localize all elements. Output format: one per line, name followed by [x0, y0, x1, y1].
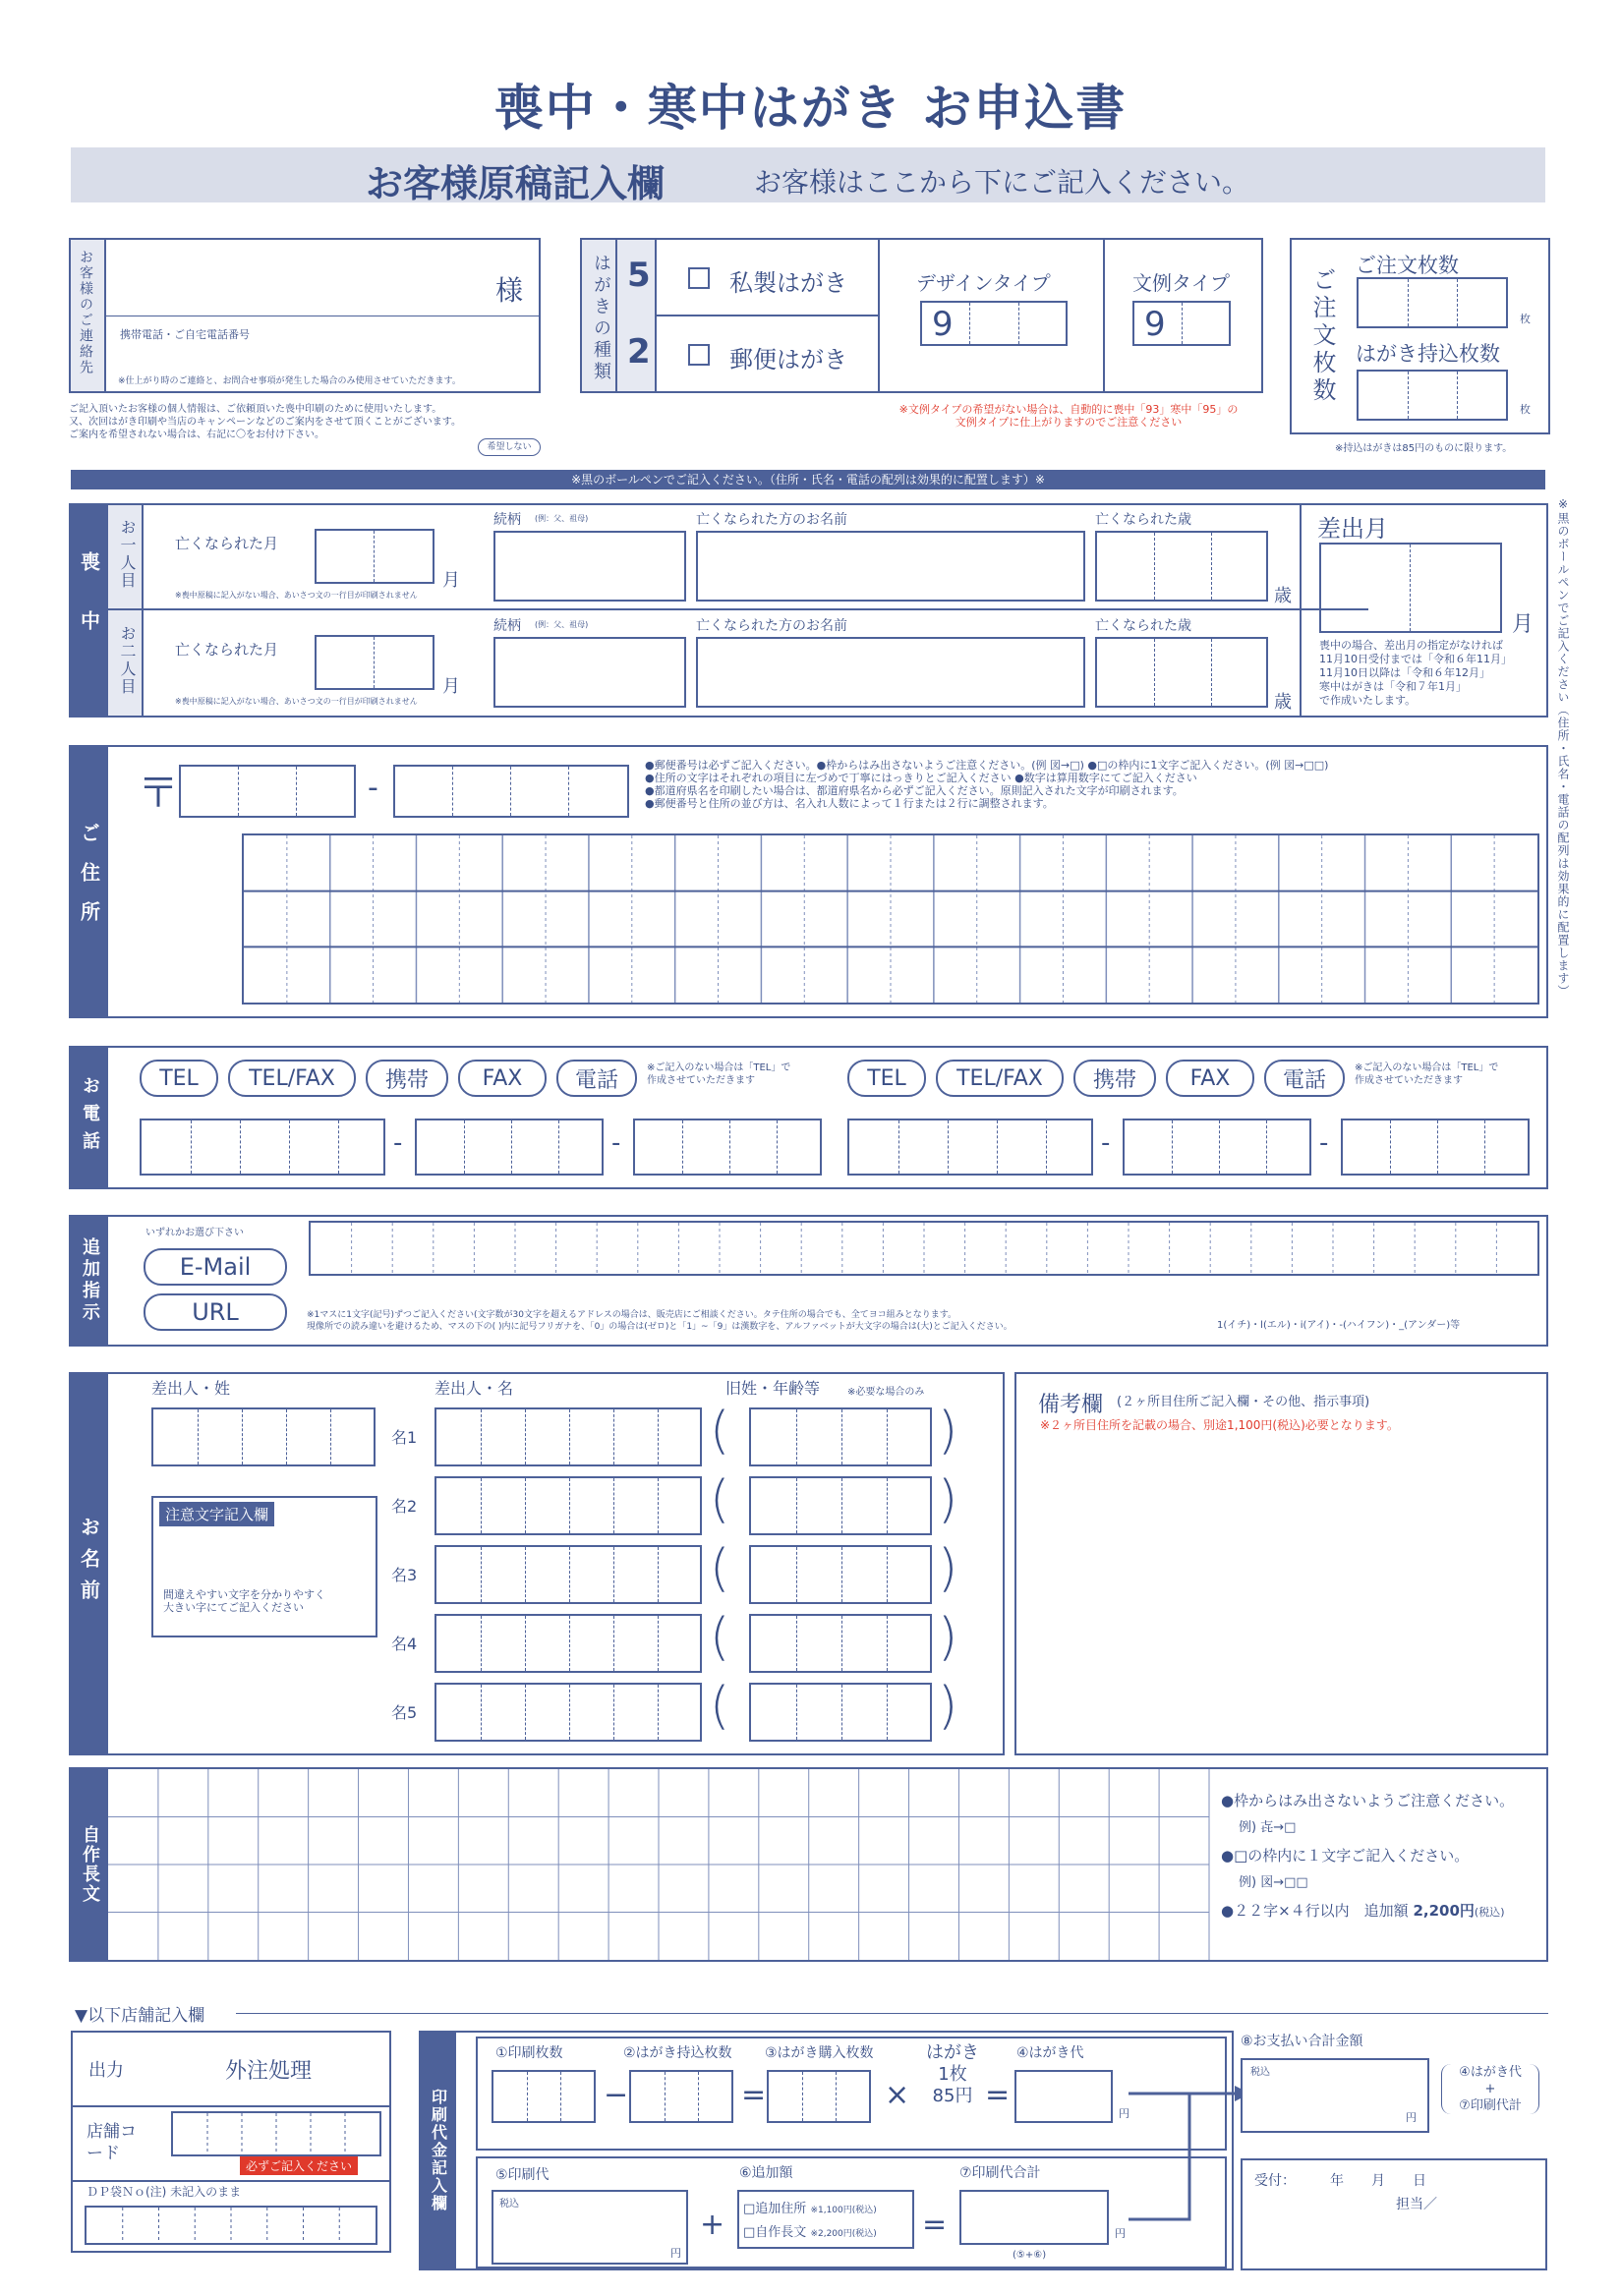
bring-label: はがき持込枚数	[1356, 342, 1500, 366]
month-input-2[interactable]	[315, 635, 434, 690]
month-note-1: ※喪中原稿に記入がない場合、あいさつ文の一行目が印刷されません	[175, 591, 418, 600]
postal-second[interactable]	[393, 765, 629, 818]
payment-formula: ④はがき代 + ⑦印刷代計	[1441, 2064, 1539, 2114]
phone-part1-2[interactable]	[847, 1119, 1093, 1176]
age-label-2: 亡くなられた歳	[1095, 618, 1191, 634]
hagaki-cost-input[interactable]	[1014, 2070, 1113, 2123]
paren-close-4: )	[938, 1608, 958, 1667]
phone-type-1-2[interactable]: TEL	[847, 1060, 926, 1097]
address-box: ご住所 〒 - ●郵便番号は必ずご記入ください。●枠からはみ出さないようご注意ください。(例 図→□) ●□の枠内に1文字ご記入ください。(例 図→□□) ●住所の文字はそれぞれの項目に左づめで丁寧にはっきりとご記入ください ●数字は算用数字にてご記入ください ●都道府県名を印刷したい場合は、都道府県名から必ずご記入ください。原則記入された文字が印刷されます。 ●郵便番号と住所の並び方は、名入れ人数によって１行または２行に調整されます。	[69, 745, 1548, 1018]
address-grid[interactable]	[242, 833, 1539, 1004]
phone-note-2: ※ご記入のない場合は「TEL」で 作成させていただきます	[1355, 1062, 1499, 1086]
caution-title: 注意文字記入欄	[159, 1502, 274, 1526]
name-row-label-2: 名2	[391, 1497, 418, 1516]
names-label: お名前	[71, 1374, 108, 1753]
phone-type-2-2[interactable]: TEL/FAX	[936, 1060, 1064, 1097]
print-count-input[interactable]	[492, 2070, 596, 2123]
age-label-1: 亡くなられた歳	[1095, 512, 1191, 528]
tsuki-1: 月	[442, 570, 460, 591]
hagaki-type-label: はがきの種類	[591, 254, 611, 383]
phone-type-3-2[interactable]: 携帯	[1073, 1060, 1156, 1097]
deceased-name-input-1[interactable]	[696, 531, 1085, 602]
row1-label: お一人目	[118, 519, 137, 590]
caution-note: 間違えやすい文字を分かりやすく 大きい字にてご記入ください	[163, 1588, 325, 1614]
output-box	[71, 2031, 391, 2253]
phone-type-5-2[interactable]: 電話	[1264, 1060, 1345, 1097]
jisaku-note-1: ●枠からはみ出さないようご注意ください。	[1221, 1792, 1515, 1809]
banner-sub: お客様はここから下にご記入ください。	[754, 166, 1250, 199]
name-input-1[interactable]	[434, 1407, 702, 1466]
kyusei-label: 旧姓・年齢等	[725, 1379, 821, 1398]
sashide-input[interactable]	[1319, 543, 1502, 633]
jisaku-check[interactable]: □自作長文	[743, 2225, 807, 2240]
shop-required: 必ずご記入ください	[240, 2156, 358, 2175]
phone-type-1-1[interactable]: TEL	[140, 1060, 218, 1097]
name-input-2[interactable]	[434, 1476, 702, 1535]
print-total-input[interactable]	[959, 2190, 1109, 2245]
phone-label: 携帯電話・ご自宅電話番号	[120, 328, 250, 341]
dp-label: ＤＰ袋Ｎｏ(注) 未記入のまま	[87, 2185, 242, 2199]
paren-open-2: (	[710, 1470, 730, 1529]
sei-input[interactable]	[151, 1407, 376, 1466]
biko-label: 備考欄	[1038, 1393, 1104, 1417]
address-note-4: ●郵便番号と住所の並び方は、名入れ人数によって１行または２行に調整されます。	[645, 797, 1054, 810]
name-input-5[interactable]	[434, 1683, 702, 1742]
banner	[71, 147, 1545, 205]
email-grid[interactable]	[309, 1221, 1539, 1276]
address-note-1: ●郵便番号は必ずご記入ください。●枠からはみ出さないようご注意ください。(例 図→□) ●□の枠内に1文字ご記入ください。(例 図→□□)	[645, 759, 1329, 772]
shop-label: 店舗コード	[87, 2122, 137, 2163]
design-label: デザインタイプ	[916, 271, 1051, 295]
phone-type-4-2[interactable]: FAX	[1166, 1060, 1254, 1097]
name-row-label-1: 名1	[391, 1428, 418, 1447]
tsuki-2: 月	[442, 676, 460, 697]
names-box	[69, 1372, 1005, 1755]
order-label: ご注文枚数	[1308, 267, 1336, 405]
contact-box	[69, 238, 541, 393]
contact-note: ※仕上がり時のご連絡と、お問合せ事項が発生した場合のみ使用させていただきます。	[118, 376, 461, 386]
caution-box[interactable]	[151, 1496, 377, 1637]
biko-note: ※２ヶ所目住所を記載の場合、別途1,100円(税込)必要となります。	[1040, 1418, 1399, 1432]
paren-open-4: (	[710, 1608, 730, 1667]
age-input-1[interactable]	[1095, 531, 1268, 602]
contact-name-field[interactable]	[106, 240, 539, 316]
reception-box[interactable]: 受付： 年 月 日 担当／	[1241, 2158, 1547, 2270]
kyusei-input-2[interactable]	[749, 1476, 932, 1535]
extra-box	[69, 1215, 1548, 1347]
side-note: ※黒のボールペンでご記入ください（住所・氏名・電話の配列は効果的に配置します）	[1556, 497, 1570, 998]
jisaku-note-2: ●□の枠内に１文字ご記入ください。	[1221, 1847, 1470, 1865]
zokugara-label-2: 続柄	[493, 618, 521, 634]
sashide-note: 喪中の場合、差出月の指定がなければ 11月10日受付までは「令和６年11月」 11月10日以降は「令和６年12月」 寒中はがきは「令和７年1月」 で作成いたします。	[1319, 639, 1512, 707]
phone-part3-2[interactable]	[1341, 1119, 1530, 1176]
extra-fee-box[interactable]: □追加住所 ※1,100円(税込) □自作長文 ※2,200円(税込)	[737, 2190, 914, 2249]
row2-label: お二人目	[118, 625, 137, 696]
kyusei-input-4[interactable]	[749, 1614, 932, 1673]
phone-box: お電話 TEL TEL/FAX 携帯 FAX 電話 ※ご記入のない場合は「TEL」で 作成させていただきます - - TEL TEL/FAX 携帯 FAX 電話 ※ご記入のない場合は「TEL」で 作成させていただきます - -	[69, 1046, 1548, 1189]
mei-label: 差出人・名	[434, 1379, 514, 1398]
payment-input[interactable]: 税込 円	[1241, 2058, 1429, 2133]
yubin-checkbox[interactable]	[688, 344, 710, 366]
page-title: 喪中・寒中はがき お申込書	[493, 80, 1128, 137]
deceased-name-label-1: 亡くなられた方のお名前	[696, 512, 847, 528]
bunrei-label: 文例タイプ	[1132, 271, 1230, 295]
design-input[interactable]: 9	[920, 301, 1068, 346]
name-row-label-3: 名3	[391, 1566, 418, 1584]
postal-mark: 〒	[138, 769, 180, 817]
paren-open-3: (	[710, 1539, 730, 1598]
zokugara-input-2[interactable]	[493, 637, 686, 708]
month-label-1: 亡くなられた月	[175, 535, 279, 552]
deceased-name-label-2: 亡くなられた方のお名前	[696, 618, 847, 634]
opt2-label: 郵便はがき	[729, 346, 847, 373]
mochu-box: 喪中 お一人目 お二人目 差出月 月 喪中の場合、差出月の指定がなければ 11月10日受付までは「令和６年11月」 11月10日以降は「令和６年12月」 寒中はがきは「令和７年1月」 で作成いたします。 亡くなられた月 月 ※喪中原稿に記入がない場合、あいさつ文の一行目が印刷されません 続柄 (例：父、祖母) 亡くなられた方のお名前 亡くなられた歳 歳 亡くなられた月 月 ※喪中原稿に記入がない場合、あいさつ文の一行目が印刷されません 続柄 (例：父、祖母) 亡くなられた方のお名前 亡くなられた歳 歳	[69, 503, 1548, 718]
bunrei-input[interactable]: 9	[1132, 301, 1231, 346]
order-count-label: ご注文枚数	[1356, 254, 1459, 277]
pen-note-bar: ※黒のボールペンでご記入ください。（住所・氏名・電話の配列は効果的に配置します）※	[71, 470, 1545, 489]
jisaku-ex-2: 例) 図→□□	[1239, 1875, 1308, 1890]
name-row-label-5: 名5	[391, 1703, 418, 1722]
order-note: ※持込はがきは85円のものに限ります。	[1335, 443, 1513, 454]
address-note-3: ●都道府県名を印刷したい場合は、都道府県名から必ずご記入ください。原則記入された文字が印刷されます。	[645, 784, 1184, 797]
sei-label: 差出人・姓	[151, 1379, 231, 1398]
extra-addr-check[interactable]: □追加住所	[743, 2202, 807, 2216]
month-label-2: 亡くなられた月	[175, 641, 279, 659]
sai-2: 歳	[1274, 692, 1292, 713]
phone-note-1: ※ご記入のない場合は「TEL」で 作成させていただきます	[647, 1062, 791, 1086]
hagaki-type-box	[580, 238, 1263, 393]
month-input-1[interactable]	[315, 529, 434, 584]
jisaku-note-3: ●２２字×４行以内 追加額 2,200円(税込)	[1221, 1902, 1505, 1920]
zokugara-ex-2: (例：父、祖母)	[535, 620, 589, 629]
phone-part1-1[interactable]	[140, 1119, 385, 1176]
phone-part3-1[interactable]	[633, 1119, 822, 1176]
shop-code-input[interactable]	[171, 2111, 381, 2156]
extra-note: ※1マスに1文字(記号)ずつご記入ください(文字数が30文字を超えるアドレスの場合は、販売店にご相談ください。タテ住所の場合でも、全てヨコ組みとなります。 現像所での読み違いを避けるため、マスの下の( )内に記号フリガナを、「0」の場合は(ゼロ)と「1」~「9」は漢数字を、アルファベットが大文字の場合は(大)とご記入ください。	[307, 1310, 1013, 1332]
age-input-2[interactable]	[1095, 637, 1268, 708]
phone-type-3-1[interactable]: 携帯	[366, 1060, 448, 1097]
paren-open-5: (	[710, 1677, 730, 1736]
extra-example: 1(イチ)・l(エル)・i(アイ)・-(ハイフン)・_(アンダー)等	[1217, 1320, 1461, 1331]
buy-count-input[interactable]	[767, 2070, 871, 2123]
order-box: ご注文枚数 ご注文枚数 枚 はがき持込枚数 枚	[1290, 238, 1550, 434]
bring-count2-input[interactable]	[629, 2070, 733, 2123]
banner-main: お客様原稿記入欄	[366, 162, 666, 205]
name-input-4[interactable]	[434, 1614, 702, 1673]
paren-close-1: )	[938, 1402, 958, 1461]
zokugara-ex-1: (例：父、祖母)	[535, 514, 589, 523]
mochu-label: 喪中	[71, 505, 108, 716]
extra-label: 追加指示	[71, 1217, 108, 1345]
zokugara-label-1: 続柄	[493, 512, 521, 528]
phone-type-4-1[interactable]: FAX	[458, 1060, 547, 1097]
payment-label: ⑧お支払い合計金額	[1241, 2034, 1363, 2049]
kibou-shinai[interactable]: 希望しない	[478, 438, 541, 456]
hagaki-price: はがき 1枚 85円	[926, 2042, 979, 2106]
name-input-3[interactable]	[434, 1545, 702, 1604]
kyusei-note: ※必要な場合のみ	[847, 1387, 925, 1398]
paren-close-2: )	[938, 1470, 958, 1529]
shisei-checkbox[interactable]	[688, 267, 710, 289]
jisaku-label: 自作長文	[71, 1769, 108, 1960]
bring-count-input[interactable]	[1357, 370, 1508, 421]
name-row-label-4: 名4	[391, 1635, 418, 1653]
print-fee-input[interactable]: 税込 円	[492, 2190, 688, 2265]
sama-label: 様	[495, 274, 524, 307]
privacy-note: ご記入頂いたお客様の個人情報は、ご依頼頂いた喪中印刷のために使用いたします。 又、次回はがき印刷や当店のキャンペーンなどのご案内をさせて頂くことがございます。 ご案内を希望されない場合は、右記に〇をお付け下さい。	[69, 404, 461, 440]
kyusei-input-5[interactable]	[749, 1683, 932, 1742]
dp-input[interactable]	[85, 2206, 377, 2245]
address-note-2: ●住所の文字はそれぞれの項目に左づめで丁寧にはっきりとご記入ください ●数字は算用数字にてご記入ください	[645, 772, 1197, 784]
paren-close-3: )	[938, 1539, 958, 1598]
sashide-label: 差出月	[1317, 515, 1388, 543]
phone-part2-1[interactable]	[415, 1119, 604, 1176]
phone-type-5-1[interactable]: 電話	[556, 1060, 637, 1097]
output-value: 外注処理	[225, 2059, 313, 2084]
paren-open-1: (	[710, 1402, 730, 1461]
jisaku-ex-1: 例) 㐂→□	[1239, 1820, 1297, 1835]
print-label: 印刷代金記入欄	[421, 2033, 456, 2268]
paren-close-5: )	[938, 1677, 958, 1736]
postal-first[interactable]	[179, 765, 356, 818]
phone-part2-2[interactable]	[1123, 1119, 1311, 1176]
phone-label: お電話	[71, 1048, 108, 1187]
choose-label: いずれかお選び下さい	[145, 1228, 244, 1238]
opt2-num: 2	[627, 332, 651, 372]
output-label: 出力	[88, 2060, 124, 2081]
bunrei-note: ※文例タイプの希望がない場合は、自動的に喪中「93」寒中「95」の 文例タイプに仕上がりますのでご注意ください	[898, 403, 1239, 429]
phone-type-2-1[interactable]: TEL/FAX	[228, 1060, 356, 1097]
zokugara-input-1[interactable]	[493, 531, 686, 602]
print-box: 印刷代金記入欄 ①印刷枚数 − ②はがき持込枚数 = ③はがき購入枚数 × はがき 1枚 85円 = ④はがき代 円 ⑤印刷代 税込 円 + ⑥追加額 □追加住所 ※1,100円(税込) □自作長文 ※2,200円(税込) = ⑦印刷代合計 円 (⑤+⑥)	[419, 2031, 1234, 2270]
kyusei-input-3[interactable]	[749, 1545, 932, 1604]
url-pill[interactable]: URL	[144, 1293, 287, 1331]
biko-box[interactable]	[1014, 1372, 1548, 1755]
month-note-2: ※喪中原稿に記入がない場合、あいさつ文の一行目が印刷されません	[175, 697, 418, 706]
jisaku-box	[69, 1767, 1548, 1962]
order-count-input[interactable]	[1357, 277, 1508, 328]
store-header: ▼以下店舗記入欄	[75, 2006, 205, 2026]
sai-1: 歳	[1274, 586, 1292, 606]
deceased-name-input-2[interactable]	[696, 637, 1085, 708]
opt1-label: 私製はがき	[729, 269, 847, 297]
biko-sub: (２ヶ所目住所ご記入欄・その他、指示事項)	[1117, 1395, 1370, 1409]
email-pill[interactable]: E-Mail	[144, 1248, 287, 1286]
address-label: ご住所	[71, 747, 108, 1016]
opt1-num: 5	[627, 256, 651, 295]
kyusei-input-1[interactable]	[749, 1407, 932, 1466]
contact-label: お客様のご連絡先	[78, 250, 93, 375]
